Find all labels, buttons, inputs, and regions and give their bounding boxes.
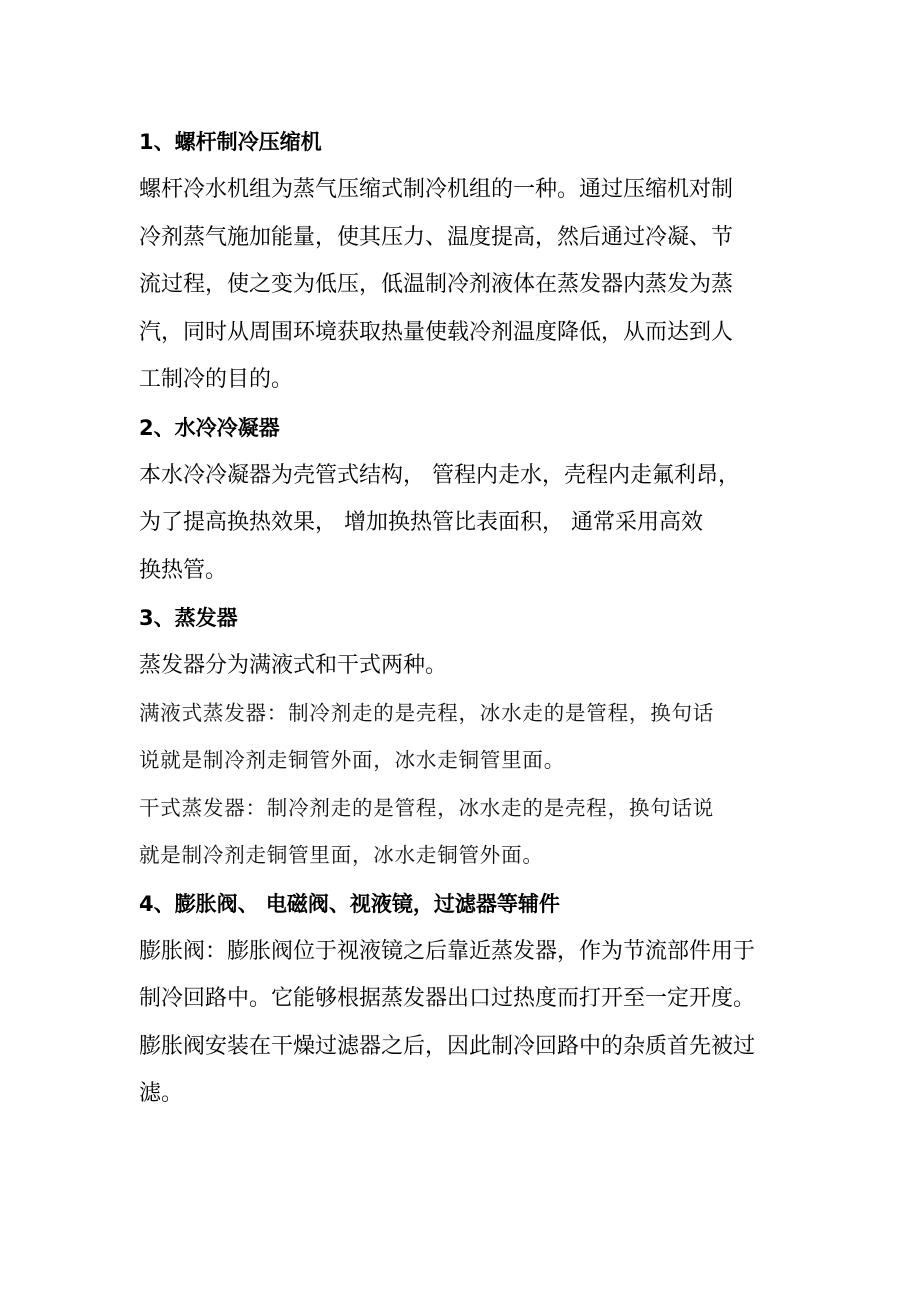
text-line: 膨胀阀安装在干燥过滤器之后，因此制冷回路中的杂质首先被过 [139, 1033, 756, 1059]
section-heading-accessories: 4、膨胀阀、 电磁阀、视液镜，过滤器等辅件 [139, 891, 560, 916]
text-line: 为了提高换热效果， 增加换热管比表面积， 通常采用高效 [139, 510, 703, 535]
text-line: 冷剂蒸气施加能量，使其压力、温度提高，然后通过冷凝、节 [139, 224, 734, 250]
section-heading-compressor: 1、螺杆制冷压缩机 [139, 130, 322, 154]
text-line: 蒸发器分为满液式和干式两种。 [139, 653, 448, 678]
text-line: 汽，同时从周围环境获取热量使载冷剂温度降低，从而达到人 [139, 319, 734, 345]
section-paragraph-compressor [139, 166, 794, 404]
text-line: 工制冷的目的。 [139, 367, 294, 392]
section-heading-evaporator: 3、蒸发器 [139, 606, 238, 630]
flooded-evaporator-paragraph [139, 690, 794, 785]
text-line: 就是制冷剂走铜管里面，冰水走铜管外面。 [139, 843, 544, 867]
text-line: 本水冷冷凝器为壳管式结构， 管程内走水，壳程内走氟利昂， [139, 462, 740, 488]
document-body [139, 118, 794, 1118]
text-line: 制冷回路中。它能够根据蒸发器出口过热度而打开至一定开度。 [139, 986, 756, 1011]
text-line: 流过程，使之变为低压，低温制冷剂液体在蒸发器内蒸发为蒸 [139, 272, 734, 297]
section-intro-evaporator [139, 642, 794, 690]
dry-evaporator-paragraph [139, 785, 794, 880]
text-line: 干式蒸发器：制冷剂走的是管程，冰水走的是壳程，换句话说 [139, 795, 715, 820]
text-line: 膨胀阀：膨胀阀位于视液镜之后靠近蒸发器，作为节流部件用于 [139, 938, 756, 964]
section-heading-condenser: 2、水冷冷凝器 [139, 415, 280, 440]
section-paragraph-condenser [139, 452, 794, 595]
text-line: 换热管。 [139, 557, 228, 583]
text-line: 满液式蒸发器：制冷剂走的是壳程，冰水走的是管程，换句话 [139, 700, 715, 725]
text-line: 说就是制冷剂走铜管外面，冰水走铜管里面。 [139, 748, 565, 772]
text-line: 滤。 [139, 1081, 184, 1106]
text-line: 螺杆冷水机组为蒸气压缩式制冷机组的一种。通过压缩机对制 [139, 177, 734, 202]
section-paragraph-expansion-valve [139, 928, 794, 1118]
